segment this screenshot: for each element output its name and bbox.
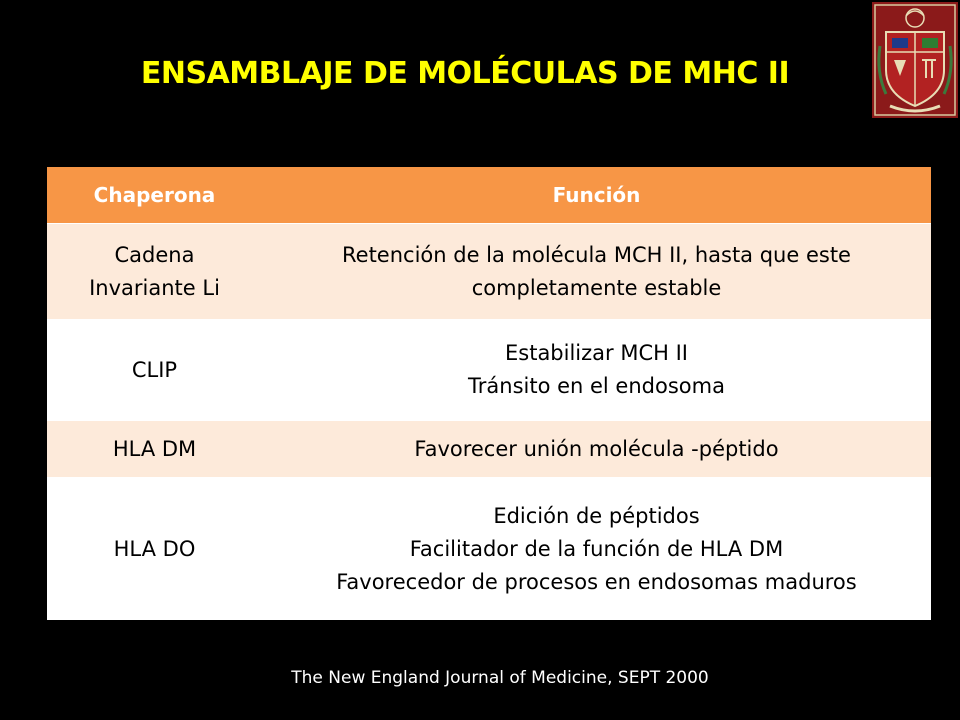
funcion-cell xyxy=(262,421,931,478)
funcion-cell xyxy=(262,320,931,421)
cell-text-line: Cadena xyxy=(114,242,195,267)
column-header-funcion: Función xyxy=(262,167,931,224)
cell-text-line: Estabilizar MCH II xyxy=(505,341,688,365)
table-row xyxy=(47,320,931,421)
table-row xyxy=(47,478,931,621)
chaperona-cell xyxy=(47,421,262,478)
cell-text-line: Invariante Li xyxy=(89,275,220,300)
cell-text-line: Favorecer unión molécula -péptido xyxy=(414,436,779,461)
cell-text-line: Retención de la molécula MCH II, hasta que este xyxy=(342,242,851,267)
cell-text-line: Tránsito en el endosoma xyxy=(468,374,725,398)
table-header-row xyxy=(47,167,931,224)
cell-text-line: HLA DM xyxy=(112,436,197,461)
source-citation: The New England Journal of Medicine, SEPT 2000 xyxy=(291,668,709,688)
cell-text-line: completamente estable xyxy=(471,275,722,300)
table-row xyxy=(47,224,931,320)
funcion-cell xyxy=(262,224,931,320)
column-header-chaperona: Chaperona xyxy=(47,167,262,224)
funcion-cell xyxy=(262,478,931,621)
cell-text-line: CLIP xyxy=(131,357,178,382)
chaperona-cell xyxy=(47,478,262,621)
chaperone-table xyxy=(47,167,931,620)
chaperone-table-container xyxy=(47,167,931,620)
university-crest-icon xyxy=(872,2,958,118)
slide-title: ENSAMBLAJE DE MOLÉCULAS DE MHC II xyxy=(140,56,790,91)
chaperona-cell xyxy=(47,224,262,320)
table-row xyxy=(47,421,931,478)
chaperona-cell xyxy=(47,320,262,421)
cell-text-line: Favorecedor de procesos en endosomas maduros xyxy=(336,569,857,594)
cell-text-line: Edición de péptidos xyxy=(493,503,700,528)
cell-text-line: Facilitador de la función de HLA DM xyxy=(409,536,784,561)
cell-text-line: HLA DO xyxy=(113,536,196,561)
